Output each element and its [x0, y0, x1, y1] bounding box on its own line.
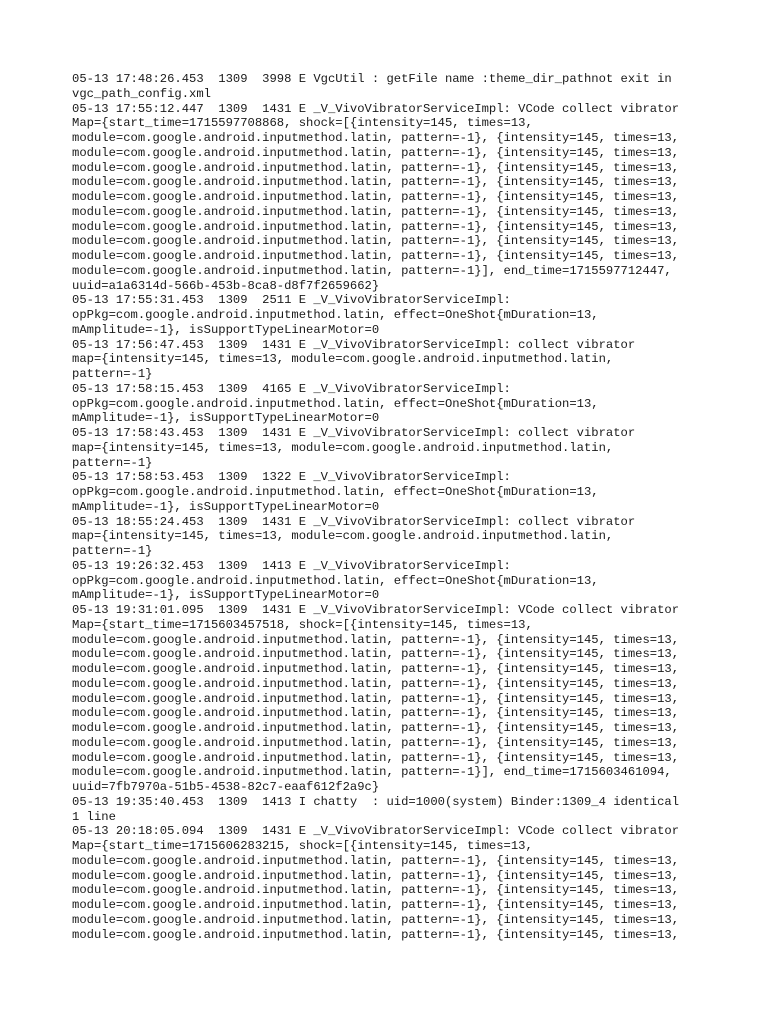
log-line: pattern=-1} [72, 544, 153, 558]
log-line: opPkg=com.google.android.inputmethod.latin, effect=OneShot{mDuration=13, [72, 573, 599, 588]
log-line: 05-13 18:55:24.453 1309 1431 E _V_VivoVibratorServiceImpl: collect vibrator [72, 514, 636, 529]
log-line: Map={start_time=1715606283215, shock=[{intensity=145, times=13, [72, 839, 533, 853]
log-line: vgc_path_config.xml [72, 86, 211, 101]
log-line: opPkg=com.google.android.inputmethod.latin, effect=OneShot{mDuration=13, [72, 308, 599, 322]
log-line: 05-13 17:58:15.453 1309 4165 E _V_VivoVibratorServiceImpl: [72, 381, 511, 396]
log-line: module=com.google.android.inputmethod.latin, pattern=-1}, {intensity=145, times=13, [72, 676, 680, 691]
log-line: 05-13 20:18:05.094 1309 1431 E _V_VivoVibratorServiceImpl: VCode collect vibrator [72, 824, 680, 839]
log-line: 05-13 17:55:12.447 1309 1431 E _V_VivoVibratorServiceImpl: VCode collect vibrator [72, 101, 680, 116]
log-line: map={intensity=145, times=13, module=com.google.android.inputmethod.latin, [72, 352, 614, 367]
log-line: mAmplitude=-1}, isSupportTypeLinearMotor=0 [72, 499, 380, 514]
log-line: map={intensity=145, times=13, module=com.google.android.inputmethod.latin, [72, 440, 614, 455]
log-line: uuid=7fb7970a-51b5-4538-82c7-eaaf612f2a9c} [72, 780, 380, 794]
log-line: module=com.google.android.inputmethod.latin, pattern=-1}, {intensity=145, times=13, [72, 735, 680, 750]
log-line: opPkg=com.google.android.inputmethod.latin, effect=OneShot{mDuration=13, [72, 485, 599, 499]
log-line: 05-13 17:48:26.453 1309 3998 E VgcUtil : getFile name :theme_dir_pathnot exit in [72, 72, 672, 86]
log-line: module=com.google.android.inputmethod.latin, pattern=-1}, {intensity=145, times=13, [72, 898, 680, 912]
log-line: module=com.google.android.inputmethod.latin, pattern=-1}, {intensity=145, times=13, [72, 145, 680, 160]
log-line: opPkg=com.google.android.inputmethod.latin, effect=OneShot{mDuration=13, [72, 396, 599, 411]
log-line: map={intensity=145, times=13, module=com.google.android.inputmethod.latin, [72, 529, 614, 544]
log-line: module=com.google.android.inputmethod.latin, pattern=-1}, {intensity=145, times=13, [72, 912, 680, 927]
log-line: module=com.google.android.inputmethod.latin, pattern=-1}, {intensity=145, times=13, [72, 131, 680, 145]
log-line: module=com.google.android.inputmethod.latin, pattern=-1}, {intensity=145, times=13, [72, 249, 680, 263]
log-line: module=com.google.android.inputmethod.latin, pattern=-1}, {intensity=145, times=13, [72, 662, 680, 676]
log-line: uuid=a1a6314d-566b-453b-8ca8-d8f7f2659662} [72, 278, 380, 293]
log-line: module=com.google.android.inputmethod.latin, pattern=-1}, {intensity=145, times=13, [72, 750, 680, 765]
log-line: module=com.google.android.inputmethod.latin, pattern=-1}], end_time=1715603461094, [72, 765, 672, 780]
log-line: Map={start_time=1715603457518, shock=[{intensity=145, times=13, [72, 617, 533, 632]
log-line: Map={start_time=1715597708868, shock=[{intensity=145, times=13, [72, 116, 533, 131]
log-line: module=com.google.android.inputmethod.latin, pattern=-1}, {intensity=145, times=13, [72, 721, 680, 735]
log-line: module=com.google.android.inputmethod.latin, pattern=-1}, {intensity=145, times=13, [72, 632, 680, 647]
log-line: module=com.google.android.inputmethod.latin, pattern=-1}, {intensity=145, times=13, [72, 868, 680, 883]
log-line: 05-13 17:58:53.453 1309 1322 E _V_VivoVibratorServiceImpl: [72, 470, 511, 485]
log-line: mAmplitude=-1}, isSupportTypeLinearMotor=0 [72, 322, 380, 337]
log-line: mAmplitude=-1}, isSupportTypeLinearMotor=0 [72, 411, 380, 426]
log-line: 05-13 19:26:32.453 1309 1413 E _V_VivoVibratorServiceImpl: [72, 558, 511, 573]
log-line: module=com.google.android.inputmethod.latin, pattern=-1}, {intensity=145, times=13, [72, 706, 680, 721]
log-line: module=com.google.android.inputmethod.latin, pattern=-1}, {intensity=145, times=13, [72, 160, 680, 175]
log-line: 05-13 19:31:01.095 1309 1431 E _V_VivoVibratorServiceImpl: VCode collect vibrator [72, 603, 680, 617]
log-line: 05-13 17:55:31.453 1309 2511 E _V_VivoVibratorServiceImpl: [72, 293, 511, 308]
log-line: module=com.google.android.inputmethod.latin, pattern=-1}, {intensity=145, times=13, [72, 204, 680, 219]
log-line: module=com.google.android.inputmethod.latin, pattern=-1}, {intensity=145, times=13, [72, 234, 680, 249]
log-line: module=com.google.android.inputmethod.latin, pattern=-1}], end_time=1715597712447, [72, 263, 672, 278]
log-line: module=com.google.android.inputmethod.latin, pattern=-1}, {intensity=145, times=13, [72, 691, 680, 706]
log-line: pattern=-1} [72, 367, 153, 381]
log-line: mAmplitude=-1}, isSupportTypeLinearMotor=0 [72, 588, 380, 603]
log-line: 1 line [72, 809, 116, 824]
log-line: module=com.google.android.inputmethod.latin, pattern=-1}, {intensity=145, times=13, [72, 883, 680, 898]
log-line: module=com.google.android.inputmethod.latin, pattern=-1}, {intensity=145, times=13, [72, 927, 680, 942]
log-line: 05-13 17:56:47.453 1309 1431 E _V_VivoVibratorServiceImpl: collect vibrator [72, 337, 636, 352]
log-line: 05-13 19:35:40.453 1309 1413 I chatty : uid=1000(system) Binder:1309_4 identical [72, 794, 680, 809]
log-line: module=com.google.android.inputmethod.latin, pattern=-1}, {intensity=145, times=13, [72, 853, 680, 868]
log-line: module=com.google.android.inputmethod.latin, pattern=-1}, {intensity=145, times=13, [72, 190, 680, 204]
log-line: module=com.google.android.inputmethod.latin, pattern=-1}, {intensity=145, times=13, [72, 175, 680, 190]
log-line: module=com.google.android.inputmethod.latin, pattern=-1}, {intensity=145, times=13, [72, 647, 680, 662]
log-line: pattern=-1} [72, 455, 153, 470]
log-line: module=com.google.android.inputmethod.latin, pattern=-1}, {intensity=145, times=13, [72, 219, 680, 234]
log-text-block [72, 72, 712, 942]
log-line: 05-13 17:58:43.453 1309 1431 E _V_VivoVibratorServiceImpl: collect vibrator [72, 426, 636, 440]
